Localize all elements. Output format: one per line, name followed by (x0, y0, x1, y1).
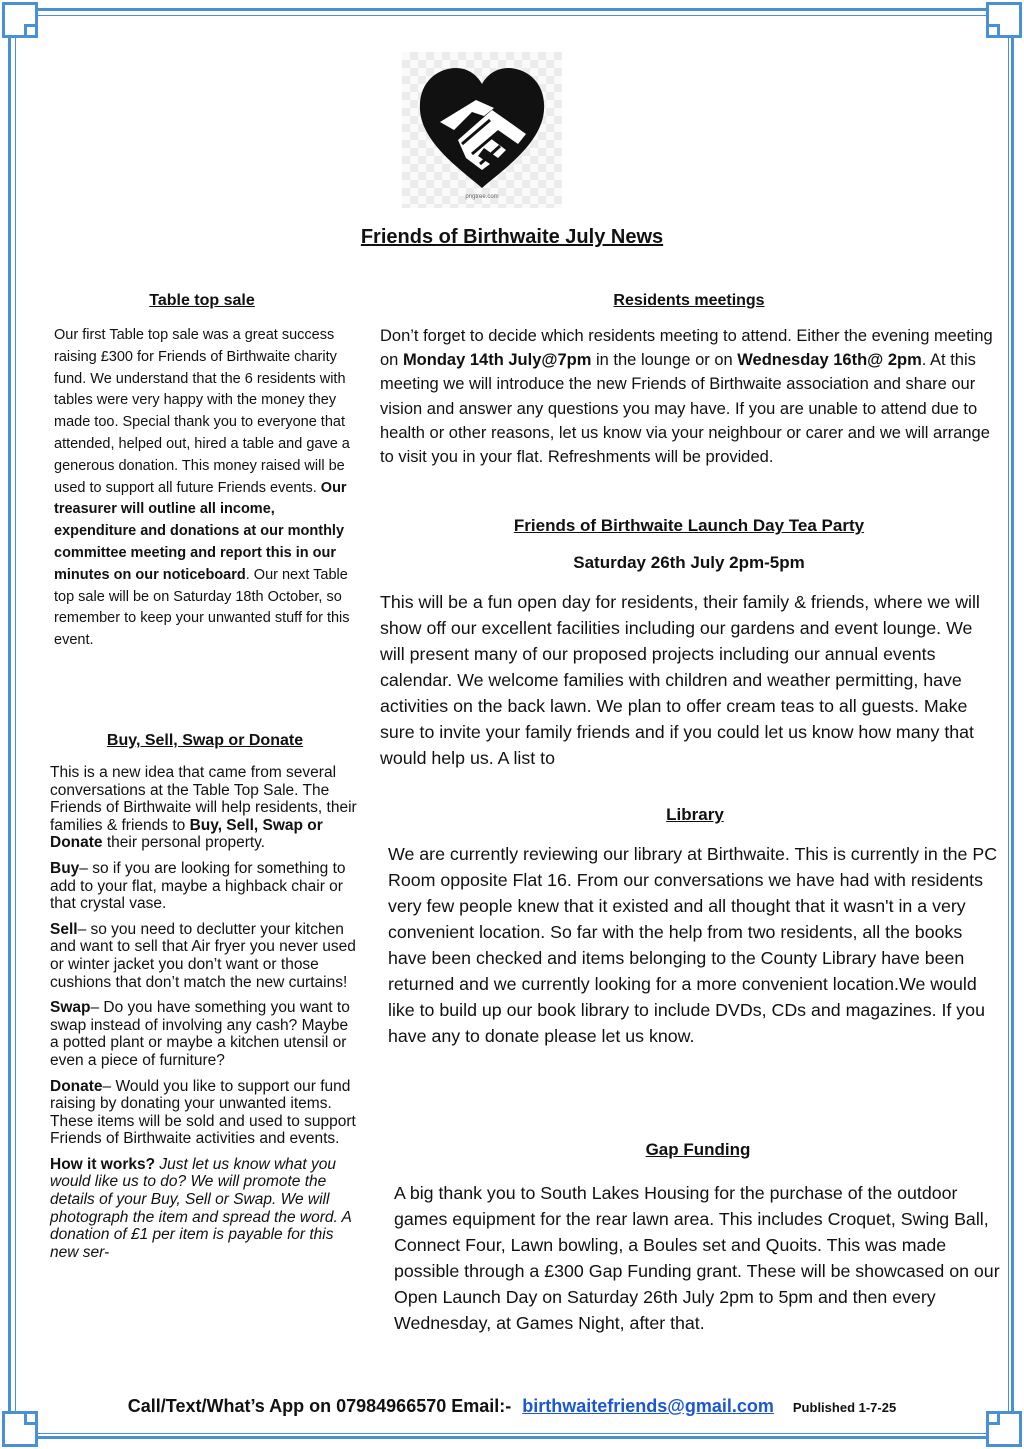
next-sale-note: . Our next Table top sale will be on Saturday 18th October, so remember to keep your unwanted stuff for this event. (54, 566, 350, 649)
table-top-sale-text (54, 325, 350, 652)
library-heading: Library (666, 805, 724, 824)
buy-sell-heading: Buy, Sell, Swap or Donate (106, 732, 304, 749)
table-top-sale-heading: Table top sale (149, 292, 255, 309)
table-top-sale-body: Our first Table top sale was a great success raising £300 for Friends of Birthwaite charity fund. We understand that the 6 residents with tables were very happy with the money they made too. Special thank you to everyone that attended, helped out, hired a table and gave a generous donation. This money raised will be used to support all future Friends events. (54, 327, 350, 496)
library-text: We are currently reviewing our library at Birthwaite. This is currently in the PC Room opposite Flat 16. From our conversations we have had with residents very few people knew that it existed and all thought that it wasn't in a very convenient location. So far with the help from two residents, all the books have been checked and items belonging to the County Library have been returned and we currently looking for a more convenient location.We would like to build up our book library to include DVDs, CDs and magazines. If you have any to donate please let us know. (388, 844, 998, 1046)
sell-paragraph: Sell– so you need to declutter your kitchen and want to sell that Air fryer you never used or winter jacket you don’t want or those cushions that don’t match the new curtains! (50, 920, 356, 991)
page-title: Friends of Birthwaite July News (360, 226, 664, 248)
buy-paragraph: Buy– so if you are looking for something to add to your flat, maybe a highback chair or that crystal vase. (50, 859, 346, 913)
published-date: Published 1-7-25 (792, 1400, 897, 1415)
logo-caption: pngtree.com (465, 194, 499, 200)
contact-footer (0, 1396, 1024, 1417)
donate-paragraph: Donate– Would you like to support our fund raising by donating your unwanted items. These items will be sold and used to support Friends of Birthwaite activities and events. (50, 1077, 356, 1148)
email-link[interactable]: birthwaitefriends@gmail.com (522, 1396, 774, 1416)
buy-sell-section (50, 764, 360, 1269)
heart-handshake-icon (414, 64, 550, 196)
gap-funding-heading: Gap Funding (645, 1140, 751, 1159)
gap-funding-text: A big thank you to South Lakes Housing for the purchase of the outdoor games equipment for the rear lawn area. This includes Croquet, Swing Ball, Connect Four, Lawn bowling, a Boules set and Quoits. This was made possible through a £300 Gap Funding grant. These will be showcased on our Open Launch Day on Saturday 26th July 2pm to 5pm and then every Wednesday, at Games Night, after that. (394, 1183, 1000, 1333)
treasurer-note: Our treasurer will outline all income, expenditure and donations at our monthly committee meeting and report this in our minutes on our noticeboard (54, 479, 347, 583)
launch-day-heading: Friends of Birthwaite Launch Day Tea Party (513, 516, 865, 535)
launch-day-date: Saturday 26th July 2pm-5pm (573, 553, 805, 572)
how-it-works-paragraph: How it works? Just let us know what you would like us to do? We will promote the details of your Buy, Sell or Swap. We will photograph the item and spread the word. A donation of £1 per item is payable for this new ser- (50, 1155, 352, 1261)
launch-day-text: This will be a fun open day for residents, their family & friends, where we will show off our excellent facilities including our gardens and event lounge. We will present many of our proposed projects including our annual events calendar. We welcome families with children and weather permitting, have activities on the back lawn. We plan to offer cream teas to all guests. Make sure to invite your family friends and if you could let us know how many that would help us. A list to (380, 592, 980, 768)
corner-ornament (2, 2, 38, 38)
swap-paragraph: Swap– Do you have something you want to swap instead of involving any cash? Maybe a potted plant or maybe a kitchen utensil or even a piece of furniture? (50, 999, 350, 1069)
buy-sell-intro: This is a new idea that came from several conversations at the Table Top Sale. The Friends of Birthwaite will help residents, their families & friends to Buy, Sell, Swap or Donate their personal property. (50, 764, 357, 852)
contact-text: Call/Text/What’s App on 07984966570 Email:- (127, 1396, 512, 1416)
residents-meetings-text: Don’t forget to decide which residents meeting to attend. Either the evening meeting on Monday 14th July@7pm in the lounge or on Wednesday 16th@ 2pm. At this meeting we will introduce the new Friends of Birthwaite association and share our vision and answer any questions you may have. If you are unable to attend due to health or other reasons, let us know via your neighbour or carer and we will arrange to visit you in your flat. Refreshments will be provided. (380, 327, 993, 467)
heart-handshake-logo (402, 52, 562, 208)
residents-meetings-heading: Residents meetings (613, 292, 765, 309)
corner-ornament (986, 2, 1022, 38)
